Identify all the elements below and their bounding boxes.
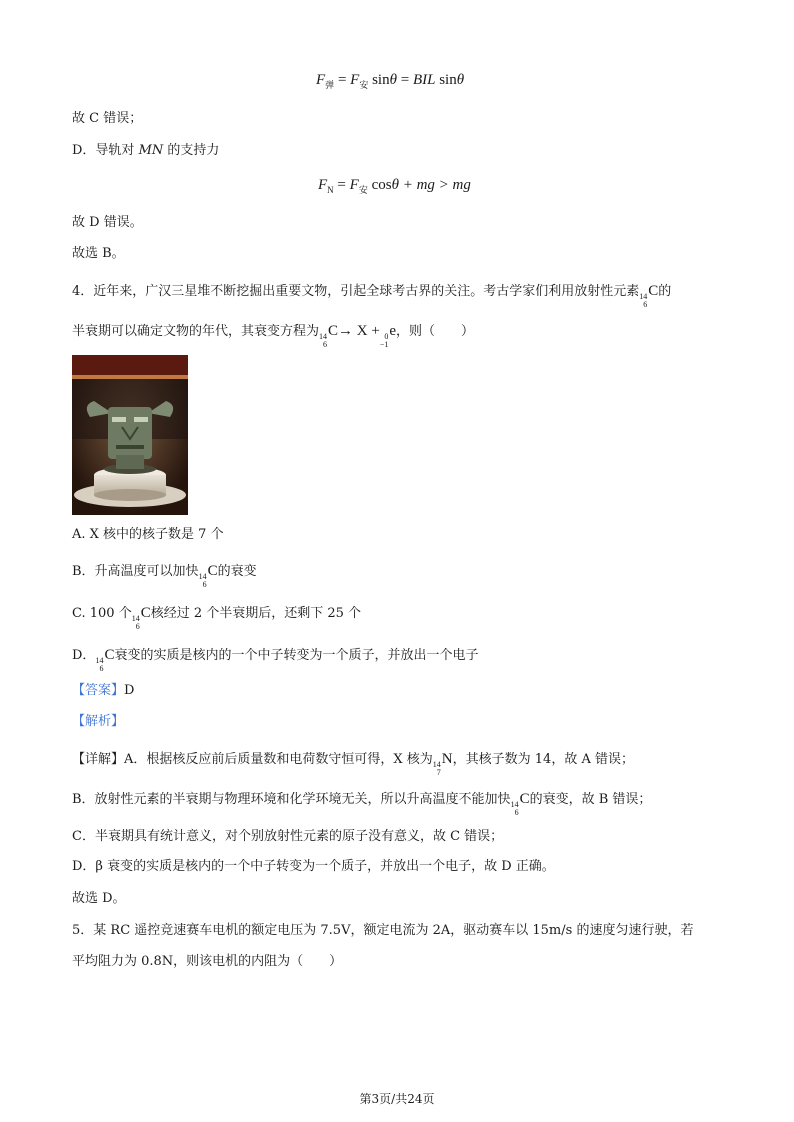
equation-normal-force: $F_N = F_安$ cosθ + mg > mg — [318, 177, 471, 195]
q4-option-a: A. X 核中的核子数是 7 个 — [72, 527, 224, 542]
text-choose-b: 故选 B。 — [72, 246, 125, 261]
equation-spring-force: $F_弹 = F_安$ sinθ = BIL sinθ — [316, 72, 465, 90]
q5-stem-line2: 平均阻力为 0.8N，则该电机的内阻为（ ） — [72, 954, 343, 969]
detail-a: 【详解】A．根据核反应前后质量数和电荷数守恒可得，X 核为 14 7 N，其核子数为 14，故 A 错误； — [72, 751, 634, 777]
q5-stem-line1: 5．某 RC 遥控竞速赛车电机的额定电压为 7.5V，额定电流为 2A，驱动赛车以 15m/s 的速度匀速行驶，若 — [72, 923, 694, 938]
detail-b: B．放射性元素的半衰期与物理环境和化学环境无关，所以升高温度不能加快 14 6 C的衰变，故 B 错误； — [72, 791, 652, 817]
answer-value: D — [124, 683, 135, 698]
text-d-wrong: 故 D 错误。 — [72, 215, 143, 230]
detail-label: 【详解】 — [72, 752, 125, 767]
text-d-support: D．导轨对 MN 的支持力 — [72, 143, 220, 158]
nuclide-electron: 0 −1 e — [379, 323, 397, 349]
analysis-label: 【解析】 — [72, 714, 125, 729]
answer-line — [72, 682, 134, 700]
q4-option-b: B．升高温度可以加快 14 6 C的衰变 — [72, 563, 257, 589]
q4-stem-line2: 半衰期可以确定文物的年代，其衰变方程为 14 6 C→ X + 0 −1 e，则（ ） — [72, 323, 475, 349]
detail-c: C．半衰期具有统计意义，对个别放射性元素的原子没有意义，故 C 错误； — [72, 829, 504, 844]
nuclide-c14: 14 6 C — [319, 323, 339, 349]
text-c-wrong: 故 C 错误； — [72, 111, 143, 126]
q4-option-c: C. 100 个 14 6 C核经过 2 个半衰期后，还剩下 25 个 — [72, 605, 362, 631]
nuclide-c14: 14 6 C — [639, 283, 659, 309]
answer-label: 【答案】 — [72, 683, 125, 698]
detail-choose: 故选 D。 — [72, 891, 126, 906]
page-footer: 第3页/共24页 — [359, 1092, 435, 1106]
detail-d: D．β 衰变的实质是核内的一个中子转变为一个质子，并放出一个电子，故 D 正确。 — [72, 859, 555, 874]
q4-stem-line1: 4．近年来，广汉三星堆不断挖掘出重要文物，引起全球考古界的关注。考古学家们利用放射性元素 14 6 C的 — [72, 283, 672, 309]
q4-option-d: D． 14 6 C衰变的实质是核内的一个中子转变为一个质子，并放出一个电子 — [72, 647, 479, 673]
sanxingdui-mask-photo — [72, 355, 188, 515]
